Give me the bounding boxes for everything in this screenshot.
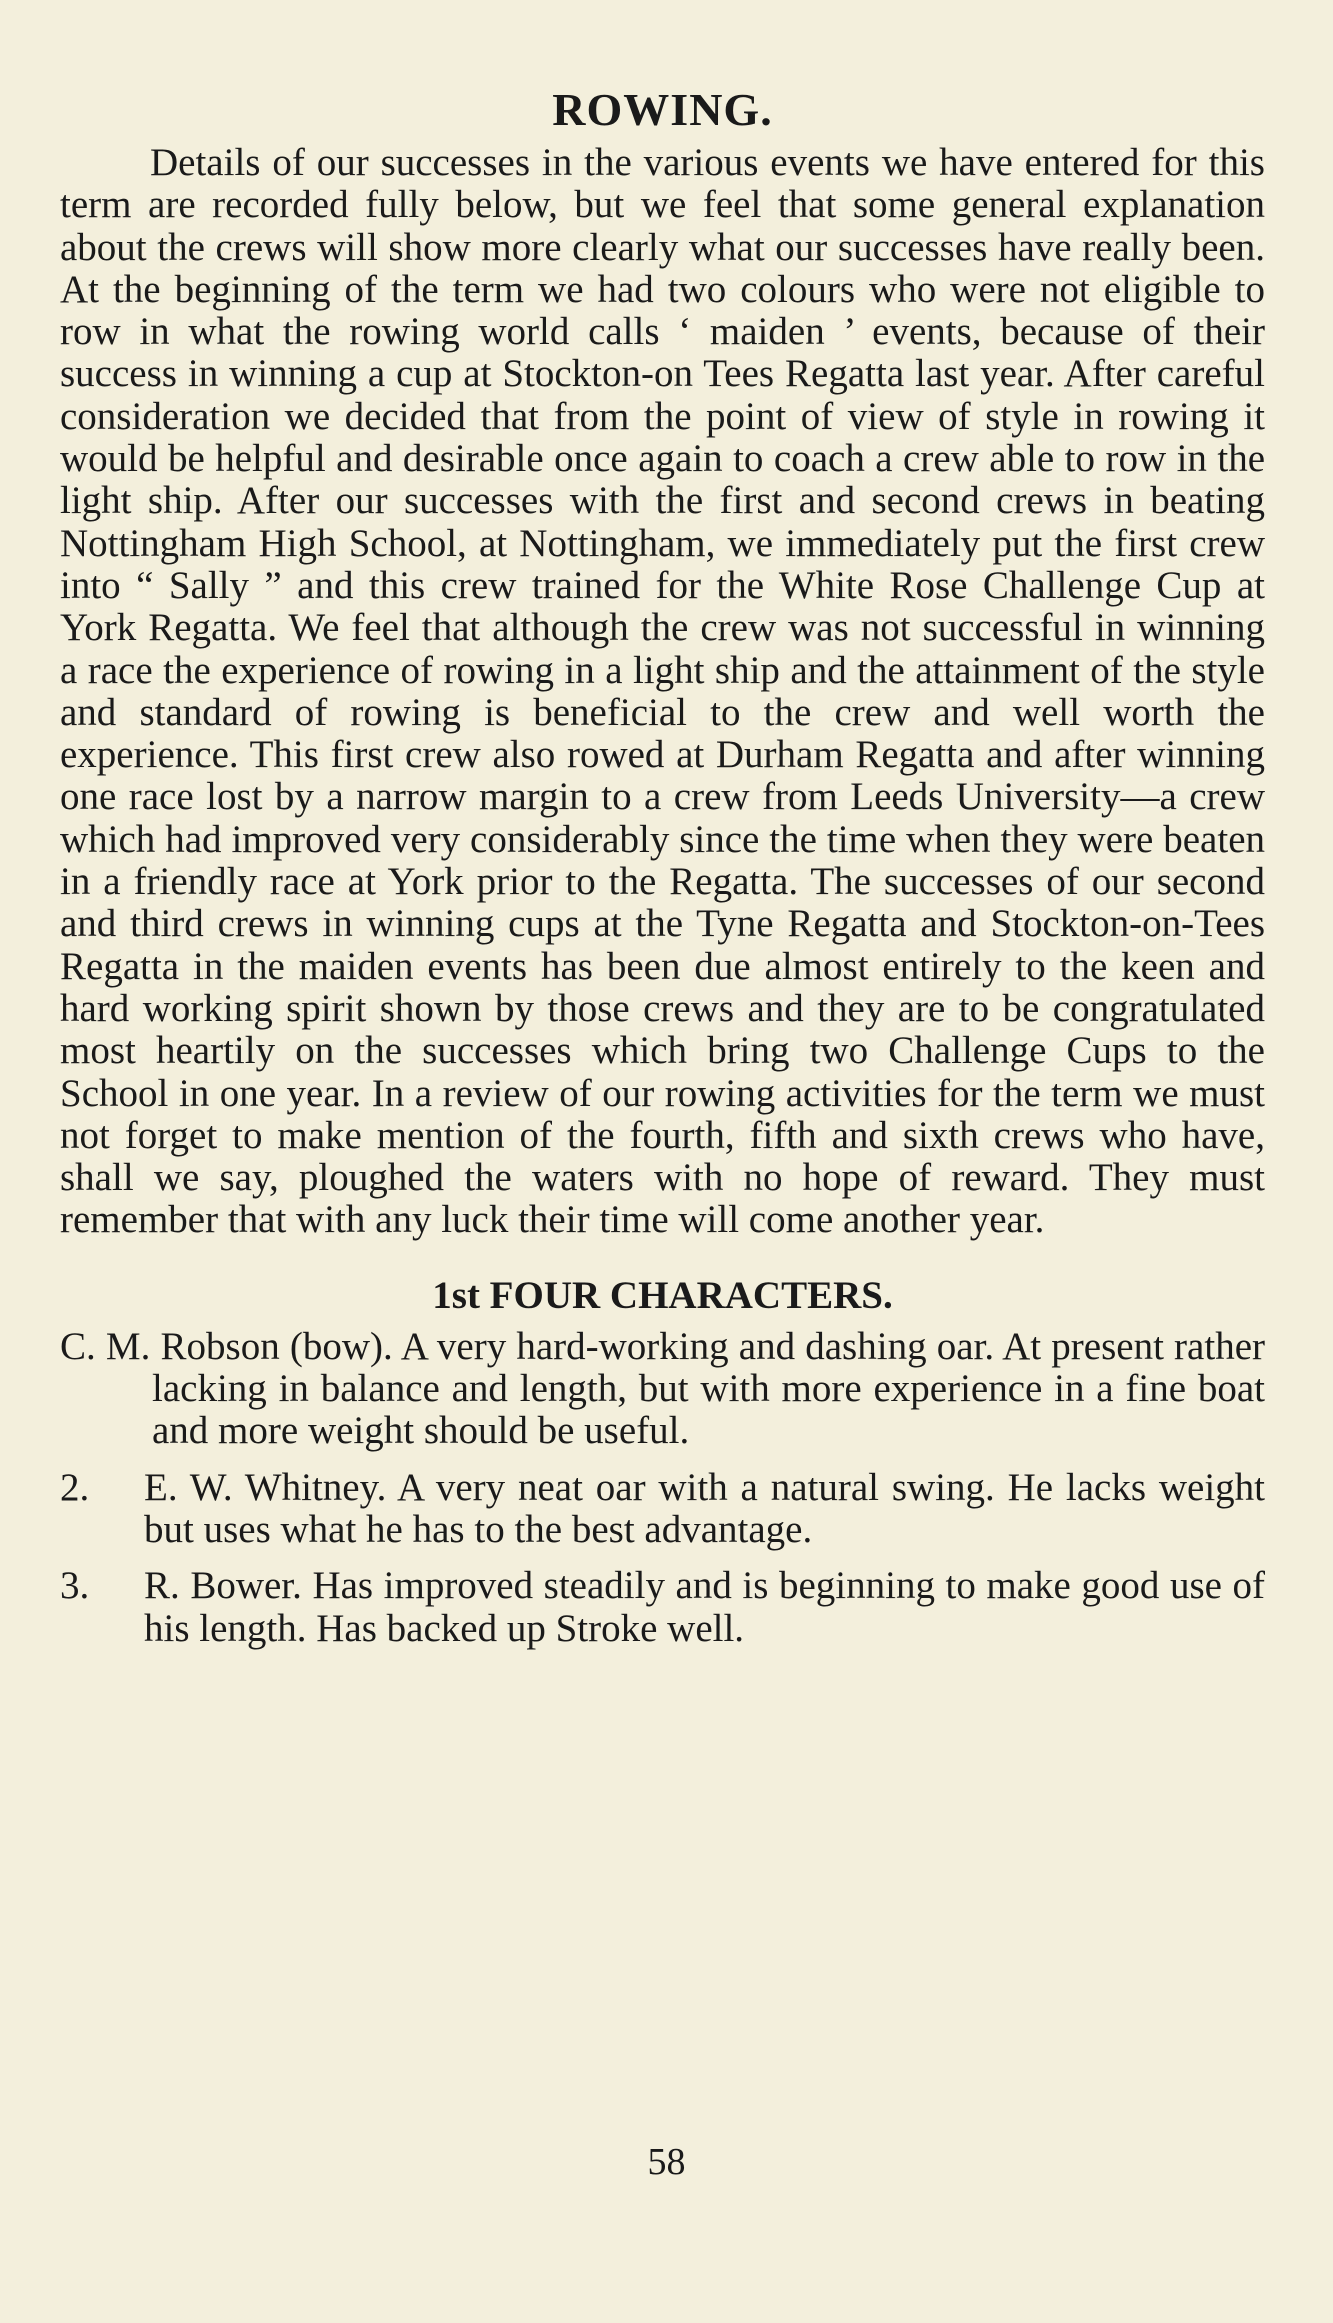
page-number: 58 xyxy=(647,2141,686,2183)
character-entry-2 xyxy=(60,1467,1265,1552)
character-number: 3. xyxy=(60,1564,90,1608)
document-page xyxy=(60,80,1265,1664)
section-heading: 1st FOUR CHARACTERS. xyxy=(432,1273,893,1317)
character-text: R. Bower. Has improved steadily and is beginning to make good use of his length. Has backed up Stroke well. xyxy=(144,1564,1265,1650)
intro-paragraph: Details of our successes in the various events we have entered for this term are recorded fully below, but we feel that some general explanation about the crews will show more clearly what our successes have really been. At the beginning of the term we had two colours who were not eligible to row in what the rowing world calls ‘ maiden ’ events, because of their success in winning a cup at Stockton-on Tees Regatta last year. After careful consideration we decided that from the point of view of style in rowing it would be helpful and desirable once again to coach a crew able to row in the light ship. After our successes with the first and second crews in beating Nottingham High School, at Nottingham, we immediately put the first crew into “ Sally ” and this crew trained for the White Rose Challenge Cup at York Regatta. We feel that although the crew was not successful in winning a race the experience of rowing in a light ship and the attainment of the style and standard of rowing is beneficial to the crew and well worth the experience. This first crew also rowed at Durham Regatta and after winning one race lost by a narrow margin to a crew from Leeds University—a crew which had improved very considerably since the time when they were beaten in a friendly race at York prior to the Regatta. The successes of our second and third crews in winning cups at the Tyne Regatta and Stockton-on-Tees Regatta in the maiden events has been due almost entirely to the keen and hard working spirit shown by those crews and they are to be congratulated most heartily on the successes which bring two Challenge Cups to the School in one year. In a review of our rowing activities for the term we must not forget to make mention of the fourth, fifth and sixth crews who have, shall we say, ploughed the waters with no hope of reward. They must remember that with any luck their time will come another year. xyxy=(60,141,1265,1242)
page-title: ROWING. xyxy=(552,84,773,135)
character-entry-1: C. M. Robson (bow). A very hard-working and dashing oar. At present rather lacking in balance and length, but with more experience in a fine boat and more weight should be useful. xyxy=(60,1324,1265,1453)
character-text: E. W. Whitney. A very neat oar with a natural swing. He lacks weight but uses what he has to the best advantage. xyxy=(144,1465,1265,1551)
character-entry-3 xyxy=(60,1565,1265,1650)
character-number: 2. xyxy=(60,1465,90,1509)
